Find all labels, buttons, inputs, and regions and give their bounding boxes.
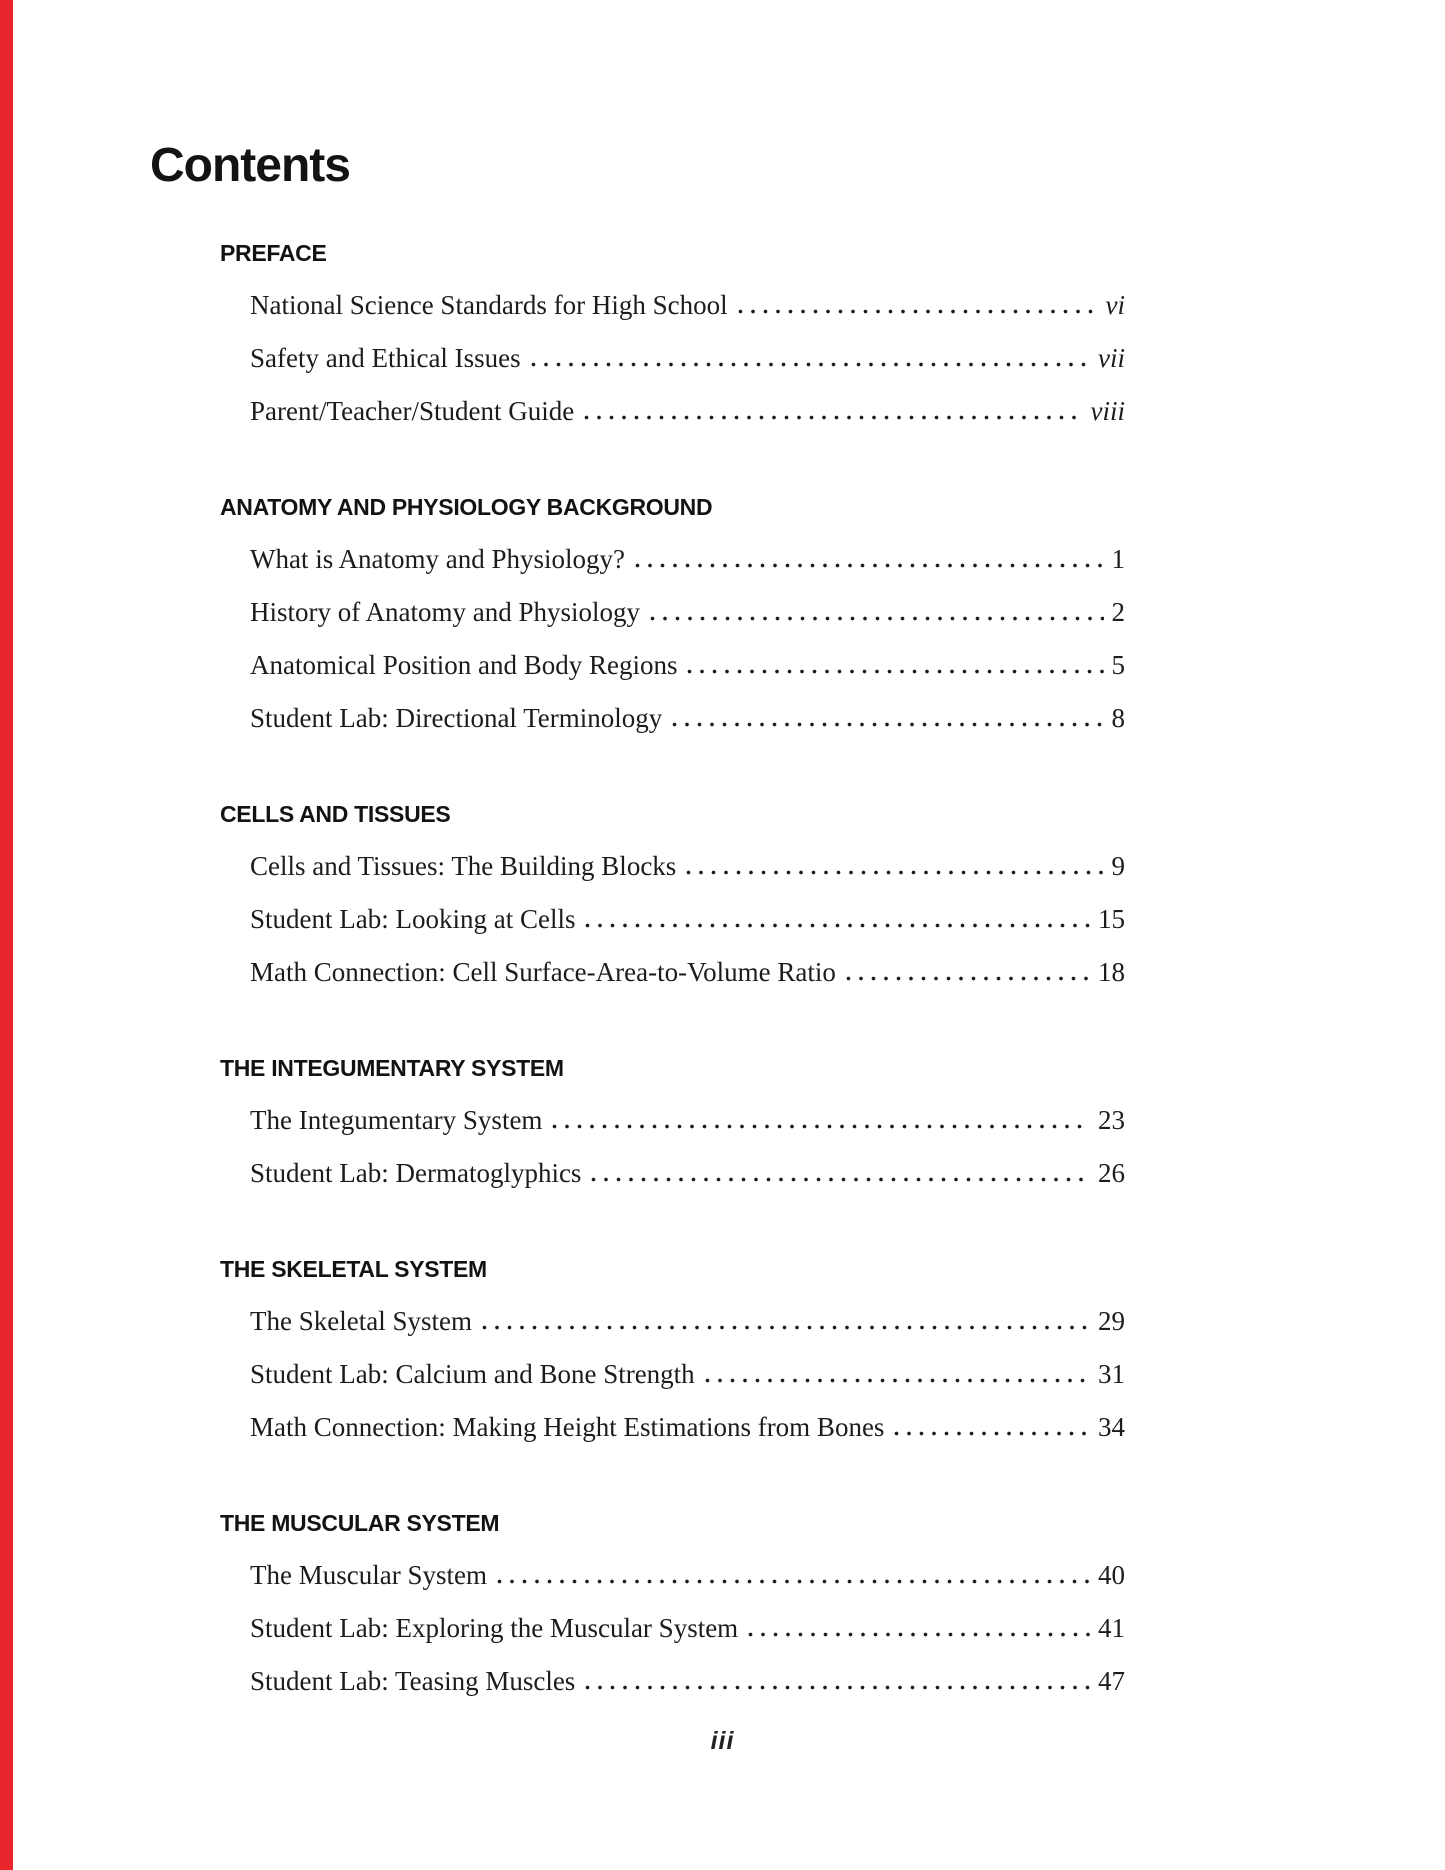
entry-page-number: 1	[1111, 544, 1125, 574]
entry-page-number: 2	[1111, 597, 1125, 627]
entry-title: The Skeletal System	[250, 1306, 472, 1336]
entry-title: Student Lab: Dermatoglyphics	[250, 1158, 582, 1188]
toc-entry	[250, 1358, 1125, 1390]
entry-page-number: 26	[1098, 1158, 1125, 1188]
toc-entry	[250, 649, 1125, 681]
dot-leader	[584, 415, 1082, 420]
dot-leader	[672, 722, 1103, 727]
entry-title: Student Lab: Calcium and Bone Strength	[250, 1359, 695, 1389]
dot-leader	[531, 362, 1090, 367]
entry-title: Student Lab: Exploring the Muscular System	[250, 1613, 739, 1643]
toc-entry	[250, 395, 1125, 427]
dot-leader	[738, 309, 1098, 314]
toc-entry	[250, 1157, 1125, 1189]
entry-title: Anatomical Position and Body Regions	[250, 650, 678, 680]
section-heading: THE MUSCULAR SYSTEM	[220, 1510, 500, 1536]
dot-leader	[635, 563, 1104, 568]
entry-page-number: 23	[1098, 1105, 1125, 1135]
entry-title: Parent/Teacher/Student Guide	[250, 396, 575, 426]
dot-leader	[748, 1632, 1090, 1637]
entry-page-number: 41	[1098, 1613, 1125, 1643]
entry-title: National Science Standards for High School	[250, 290, 728, 320]
page-footer	[0, 1726, 1445, 1756]
entry-title: The Integumentary System	[250, 1105, 543, 1135]
entry-page-number: 5	[1111, 650, 1125, 680]
entry-title: What is Anatomy and Physiology?	[250, 544, 625, 574]
dot-leader	[705, 1378, 1090, 1383]
entry-title: Student Lab: Teasing Muscles	[250, 1666, 576, 1696]
dot-leader	[650, 616, 1104, 621]
entry-page-number: 31	[1098, 1359, 1125, 1389]
entry-page-number: 34	[1098, 1412, 1125, 1442]
table-of-contents	[220, 239, 1125, 1718]
toc-entry	[250, 1665, 1125, 1697]
section-heading: PREFACE	[220, 240, 327, 266]
toc-entry	[250, 596, 1125, 628]
entry-page-number: 29	[1098, 1306, 1125, 1336]
entry-page-number: 47	[1098, 1666, 1125, 1696]
toc-section-muscular	[220, 1509, 1125, 1718]
toc-entry	[250, 342, 1125, 374]
section-heading: THE INTEGUMENTARY SYSTEM	[220, 1055, 564, 1081]
toc-entry	[250, 1104, 1125, 1136]
dot-leader	[894, 1431, 1090, 1436]
toc-entry	[250, 1559, 1125, 1591]
dot-leader	[552, 1124, 1090, 1129]
entry-page-number: 8	[1111, 703, 1125, 733]
toc-entry	[250, 956, 1125, 988]
entry-page-number: 9	[1111, 851, 1125, 881]
red-edge-bar	[0, 0, 13, 1870]
toc-entry	[250, 903, 1125, 935]
dot-leader	[497, 1579, 1090, 1584]
dot-leader	[482, 1325, 1090, 1330]
entry-title: The Muscular System	[250, 1560, 487, 1590]
toc-entry	[250, 850, 1125, 882]
entry-title: Student Lab: Looking at Cells	[250, 904, 576, 934]
entry-page-number: vii	[1098, 343, 1125, 373]
dot-leader	[585, 923, 1090, 928]
toc-entry	[250, 289, 1125, 321]
dot-leader	[585, 1685, 1090, 1690]
entry-page-number: 40	[1098, 1560, 1125, 1590]
entry-title: Math Connection: Cell Surface-Area-to-Volume Ratio	[250, 957, 836, 987]
toc-section-anatomy-background	[220, 493, 1125, 755]
entry-title: Cells and Tissues: The Building Blocks	[250, 851, 677, 881]
dot-leader	[846, 976, 1090, 981]
entry-page-number: 15	[1098, 904, 1125, 934]
folio-page-number: iii	[710, 1727, 735, 1755]
toc-entry	[250, 1612, 1125, 1644]
toc-section-cells-tissues	[220, 800, 1125, 1009]
page-title: Contents	[150, 139, 350, 192]
dot-leader	[687, 669, 1103, 674]
toc-entry	[250, 702, 1125, 734]
toc-section-preface	[220, 239, 1125, 448]
entry-title: Math Connection: Making Height Estimations from Bones	[250, 1412, 885, 1442]
section-heading: CELLS AND TISSUES	[220, 801, 451, 827]
entry-page-number: viii	[1090, 396, 1125, 426]
entry-page-number: vi	[1105, 290, 1125, 320]
dot-leader	[591, 1177, 1090, 1182]
toc-section-skeletal	[220, 1255, 1125, 1464]
toc-section-integumentary	[220, 1054, 1125, 1210]
entry-title: Student Lab: Directional Terminology	[250, 703, 663, 733]
section-heading: THE SKELETAL SYSTEM	[220, 1256, 487, 1282]
toc-entry	[250, 1305, 1125, 1337]
toc-entry	[250, 1411, 1125, 1443]
dot-leader	[686, 870, 1103, 875]
entry-title: History of Anatomy and Physiology	[250, 597, 640, 627]
entry-page-number: 18	[1098, 957, 1125, 987]
entry-title: Safety and Ethical Issues	[250, 343, 521, 373]
toc-entry	[250, 543, 1125, 575]
section-heading: ANATOMY AND PHYSIOLOGY BACKGROUND	[220, 494, 713, 520]
